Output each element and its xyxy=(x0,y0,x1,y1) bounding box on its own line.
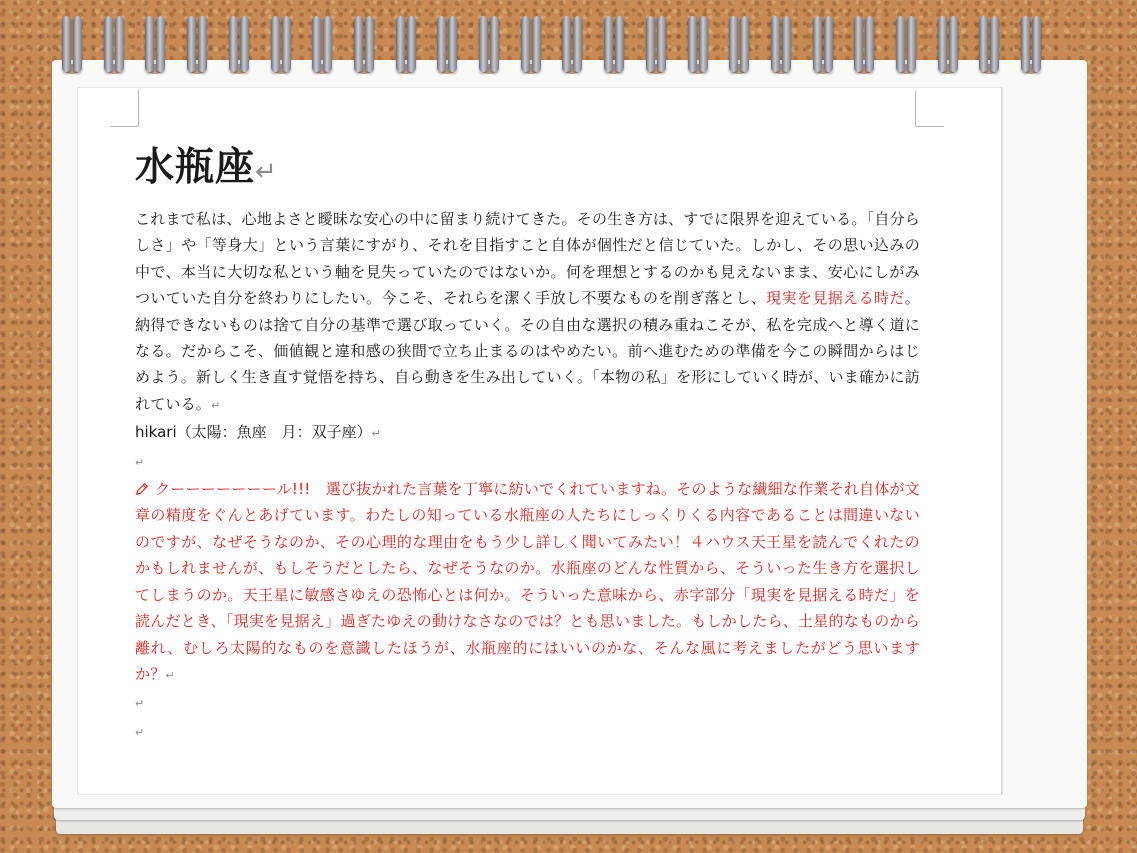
spiral-ring xyxy=(938,12,958,78)
document-content xyxy=(135,140,920,746)
paragraph-mark: ↵ xyxy=(255,157,278,187)
title-text: 水瓶座 xyxy=(135,145,256,190)
page-margin-rule xyxy=(1001,88,1002,794)
spiral-ring xyxy=(604,12,624,78)
pencil-icon xyxy=(135,482,149,496)
paragraph-mark: ↵ xyxy=(211,398,221,412)
paragraph-mark: ↵ xyxy=(165,668,175,682)
spiral-binding xyxy=(62,12,1082,82)
spiral-ring xyxy=(688,12,708,78)
spiral-ring xyxy=(437,12,457,78)
body-paragraph xyxy=(135,206,920,419)
comment-paragraph xyxy=(135,476,920,689)
spiral-ring xyxy=(646,12,666,78)
spiral-ring xyxy=(229,12,249,78)
spiral-ring xyxy=(312,12,332,78)
page-corner-mark-left xyxy=(110,90,139,127)
page-corner-mark-right xyxy=(915,90,944,127)
document-title xyxy=(135,140,920,196)
body-text-after-highlight: 。納得できないものは捨て自分の基準で選び取っていく。その自由な選択の積み重ねこそが、私を完成へと導く道になる。だからこそ、価値観と違和感の狭間で立ち止まるのはやめたい。前へ進むための準備を今この瞬間からはじめよう。新しく生き直す覚悟を持ち、自ら動きを生み出していく。「本物の私」を形にしていく時が、いま確かに訪れている。 xyxy=(135,289,920,413)
empty-line xyxy=(135,448,920,476)
spiral-ring xyxy=(979,12,999,78)
spiral-ring xyxy=(396,12,416,78)
spiral-ring xyxy=(354,12,374,78)
author-text: hikari（太陽：魚座 月：双子座） xyxy=(135,423,372,442)
spiral-ring xyxy=(145,12,165,78)
paragraph-mark: ↵ xyxy=(371,427,381,441)
empty-line xyxy=(135,689,920,717)
comment-text: クーーーーーーール!!! 選び抜かれた言葉を丁寧に紡いでくれていますね。そのような繊細な作業それ自体が文章の精度をぐんとあげています。わたしの知っている水瓶座の人たちにしっくりくる内容であることは間違いないのですが、なぜそうなのか、その心理的な理由をもう少し詳しく聞いてみたい！４ハウス天王星を読んでくれたのかもしれませんが、もしそうだとしたら、なぜそうなのか。水瓶座のどんな性質から、そういった生き方を選択してしまうのか。天王星に敏感さゆえの恐怖心とは何か。そういった意味から、赤字部分「現実を見据える時だ」を読んだとき、「現実を見据え」過ぎたゆえの動けなさなのでは？とも思いました。もしかしたら、土星的なものから離れ、むしろ太陽的なものを意識したほうが、水瓶座的にはいいのかな、そんな風に考えましたがどう思いますか？ xyxy=(135,480,920,683)
empty-line xyxy=(135,718,920,746)
paragraph-mark: ↵ xyxy=(135,697,145,711)
highlighted-text: 現実を見据える時だ xyxy=(766,289,905,308)
spiral-ring xyxy=(271,12,291,78)
spiral-ring xyxy=(479,12,499,78)
spiral-ring xyxy=(1021,12,1041,78)
author-line xyxy=(135,419,920,447)
spiral-ring xyxy=(521,12,541,78)
spiral-ring xyxy=(104,12,124,78)
spiral-ring xyxy=(854,12,874,78)
spiral-ring xyxy=(813,12,833,78)
body-text-before-highlight: これまで私は、心地よさと曖昧な安心の中に留まり続けてきた。その生き方は、すでに限界を迎えている。「自分らしさ」や「等身大」という言葉にすがり、それを目指すこと自体が個性だと信じていた。しかし、その思い込みの中で、本当に大切な私という軸を見失っていたのではないか。何を理想とするのかも見えないまま、安心にしがみついていた自分を終わりにしたい。今こそ、それらを潔く手放し不要なものを削ぎ落とし、 xyxy=(135,210,920,308)
spiral-ring xyxy=(562,12,582,78)
paragraph-mark: ↵ xyxy=(135,455,145,469)
spiral-ring xyxy=(729,12,749,78)
paragraph-mark: ↵ xyxy=(135,725,145,739)
spiral-ring xyxy=(896,12,916,78)
spiral-ring xyxy=(187,12,207,78)
spiral-ring xyxy=(771,12,791,78)
spiral-ring xyxy=(62,12,82,78)
